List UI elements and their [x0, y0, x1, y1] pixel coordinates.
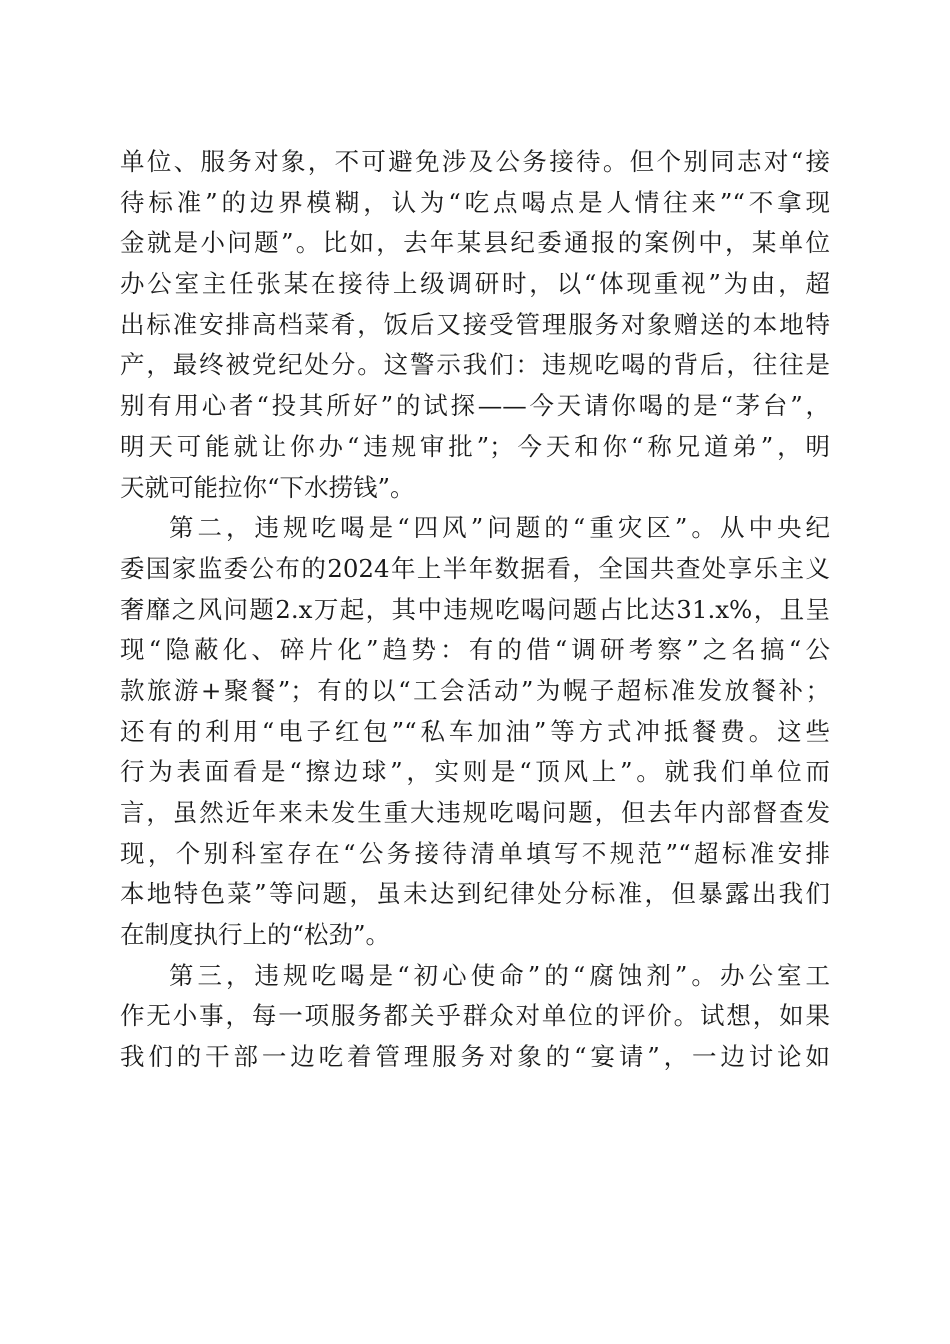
- text-line: 行为表面看是“擦边球”，实则是“顶风上”。就我们单位而: [120, 757, 830, 787]
- text-line: 言，虽然近年来未发生重大违规吃喝问题，但去年内部督查发: [120, 798, 830, 827]
- text-line: 作无小事，每一项服务都关乎群众对单位的评价。试想，如果: [120, 1001, 830, 1031]
- paragraph-2: [120, 508, 830, 956]
- text-line: 单位、服务对象，不可避免涉及公务接待。但个别同志对“接: [120, 147, 830, 176]
- text-line: 办公室主任张某在接待上级调研时，以“体现重视”为由，超: [120, 269, 830, 299]
- text-line: 现“隐蔽化、碎片化”趋势：有的借“调研考察”之名搞“公: [120, 635, 830, 665]
- text-line: 产，最终被党纪处分。这警示我们：违规吃喝的背后，往往是: [120, 350, 830, 380]
- paragraph-3: [120, 956, 830, 1078]
- text-line: 明天可能就让你办“违规审批”；今天和你“称兄道弟”，明: [120, 431, 830, 461]
- text-line: 第三，违规吃喝是“初心使命”的“腐蚀剂”。办公室工: [169, 960, 830, 990]
- text-line: 本地特色菜”等问题，虽未达到纪律处分标准，但暴露出我们: [120, 879, 830, 909]
- text-line: 出标准安排高档菜肴，饭后又接受管理服务对象赠送的本地特: [120, 309, 830, 339]
- text-line: 奢靡之风问题2.x万起，其中违规吃喝问题占比达31.x%，且呈: [120, 594, 830, 624]
- document-body: [120, 142, 830, 1078]
- text-line: 天就可能拉你“下水捞钱”。: [120, 472, 415, 502]
- text-line: 款旅游+聚餐”；有的以“工会活动”为幌子超标准发放餐补；: [120, 675, 830, 705]
- text-line: 金就是小问题”。比如，去年某县纪委通报的案例中，某单位: [120, 228, 830, 258]
- text-line: 委国家监委公布的2024年上半年数据看，全国共查处享乐主义: [120, 553, 830, 583]
- text-line: 在制度执行上的“松劲”。: [120, 920, 391, 950]
- text-line: 现，个别科室存在“公务接待清单填写不规范”“超标准安排: [120, 838, 830, 868]
- text-line: 还有的利用“电子红包”“私车加油”等方式冲抵餐费。这些: [120, 716, 830, 746]
- paragraph-1: [120, 142, 830, 508]
- text-line: 第二，违规吃喝是“四风”问题的“重灾区”。从中央纪: [169, 513, 830, 543]
- text-line: 待标准”的边界模糊，认为“吃点喝点是人情往来”“不拿现: [120, 187, 830, 217]
- text-line: 我们的干部一边吃着管理服务对象的“宴请”，一边讨论如: [120, 1042, 830, 1072]
- text-line: 别有用心者“投其所好”的试探——今天请你喝的是“茅台”，: [120, 391, 830, 421]
